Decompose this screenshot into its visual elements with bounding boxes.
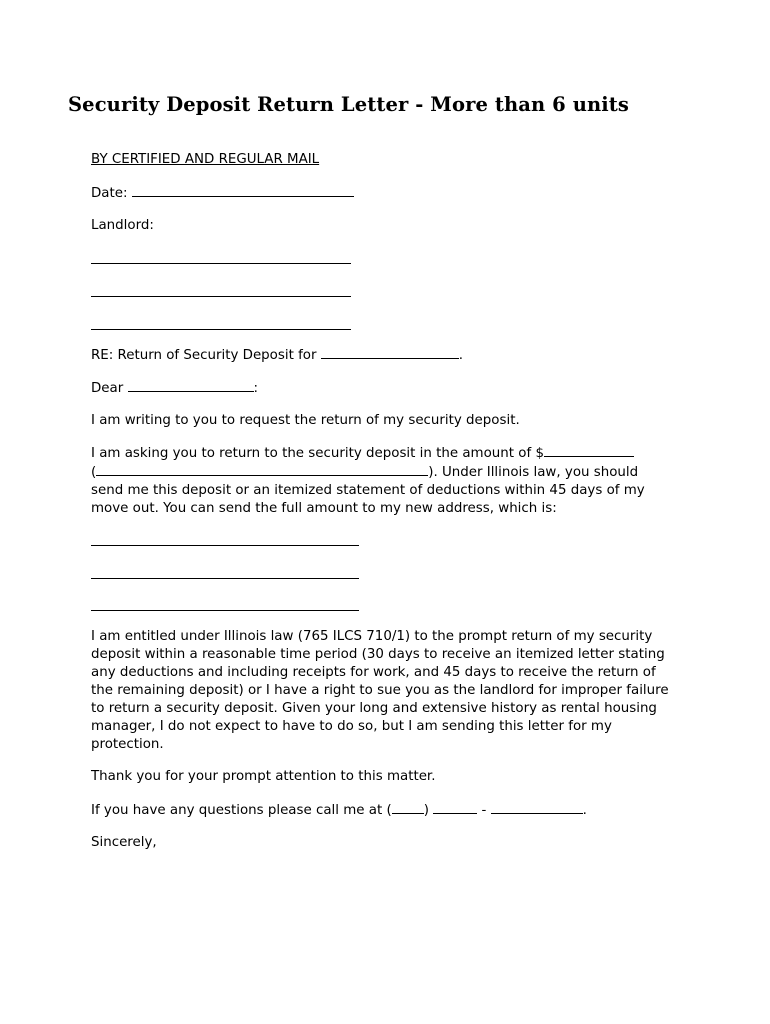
dear-line bbox=[91, 379, 258, 398]
landlord-line-3[interactable] bbox=[91, 329, 351, 330]
thanks-line: Thank you for your prompt attention to this matter. bbox=[91, 769, 436, 784]
re-line bbox=[91, 346, 463, 365]
date-line bbox=[91, 184, 354, 203]
address-line-1[interactable] bbox=[91, 545, 359, 546]
request-line: I am writing to you to request the return of my security deposit. bbox=[91, 413, 520, 428]
amount-words-open: ( bbox=[91, 465, 97, 480]
phone-prefix-blank[interactable] bbox=[433, 801, 477, 814]
amount-paragraph bbox=[91, 444, 691, 518]
entitlement-paragraph bbox=[91, 628, 691, 754]
entitlement-line: protection. bbox=[91, 737, 164, 752]
entitlement-line: deposit within a reasonable time period (30 days to receive an itemized letter stating bbox=[91, 647, 665, 662]
phone-line bbox=[91, 801, 587, 820]
phone-end: . bbox=[582, 803, 587, 818]
re-label: RE: Return of Security Deposit for bbox=[91, 348, 317, 363]
phone-mid-1: ) bbox=[423, 803, 429, 818]
phone-mid-2: - bbox=[481, 803, 487, 818]
address-line-3[interactable] bbox=[91, 610, 359, 611]
entitlement-line: I am entitled under Illinois law (765 ILCS 710/1) to the prompt return of my security bbox=[91, 629, 653, 644]
date-blank[interactable] bbox=[132, 184, 354, 197]
amount-line-2 bbox=[91, 463, 691, 482]
re-end: . bbox=[458, 348, 464, 363]
entitlement-line: manager, I do not expect to have to do so, but I am sending this letter for my bbox=[91, 719, 612, 734]
amount-line-1 bbox=[91, 444, 691, 463]
amount-words-blank[interactable] bbox=[96, 463, 428, 476]
dear-label: Dear bbox=[91, 381, 124, 396]
phone-number-blank[interactable] bbox=[491, 801, 583, 814]
dear-blank[interactable] bbox=[128, 379, 254, 392]
dear-end: : bbox=[253, 381, 259, 396]
mail-method: BY CERTIFIED AND REGULAR MAIL bbox=[91, 152, 320, 167]
entitlement-line: the remaining deposit) or I have a right to sue you as the landlord for improper failure bbox=[91, 683, 669, 698]
closing: Sincerely, bbox=[91, 835, 157, 850]
re-blank[interactable] bbox=[321, 346, 459, 359]
date-label: Date: bbox=[91, 186, 128, 201]
document-title: Security Deposit Return Letter - More than 6 units bbox=[68, 93, 629, 116]
entitlement-line: to return a security deposit. Given your long and extensive history as rental housing bbox=[91, 701, 657, 716]
landlord-line-2[interactable] bbox=[91, 296, 351, 297]
amount-line-2-text: ). Under Illinois law, you should bbox=[428, 465, 639, 480]
address-line-2[interactable] bbox=[91, 578, 359, 579]
landlord-label: Landlord: bbox=[91, 218, 154, 233]
amount-line-3: send me this deposit or an itemized statement of deductions within 45 days of my bbox=[91, 483, 645, 498]
amount-line-4: move out. You can send the full amount to my new address, which is: bbox=[91, 501, 557, 516]
phone-prefix: If you have any questions please call me at ( bbox=[91, 803, 392, 818]
landlord-line-1[interactable] bbox=[91, 263, 351, 264]
amount-line-1-text: I am asking you to return to the security deposit in the amount of $ bbox=[91, 446, 544, 461]
amount-blank[interactable] bbox=[544, 444, 634, 457]
phone-area-blank[interactable] bbox=[392, 801, 424, 814]
entitlement-line: any deductions and including receipts for work, and 45 days to receive the return of bbox=[91, 665, 656, 680]
